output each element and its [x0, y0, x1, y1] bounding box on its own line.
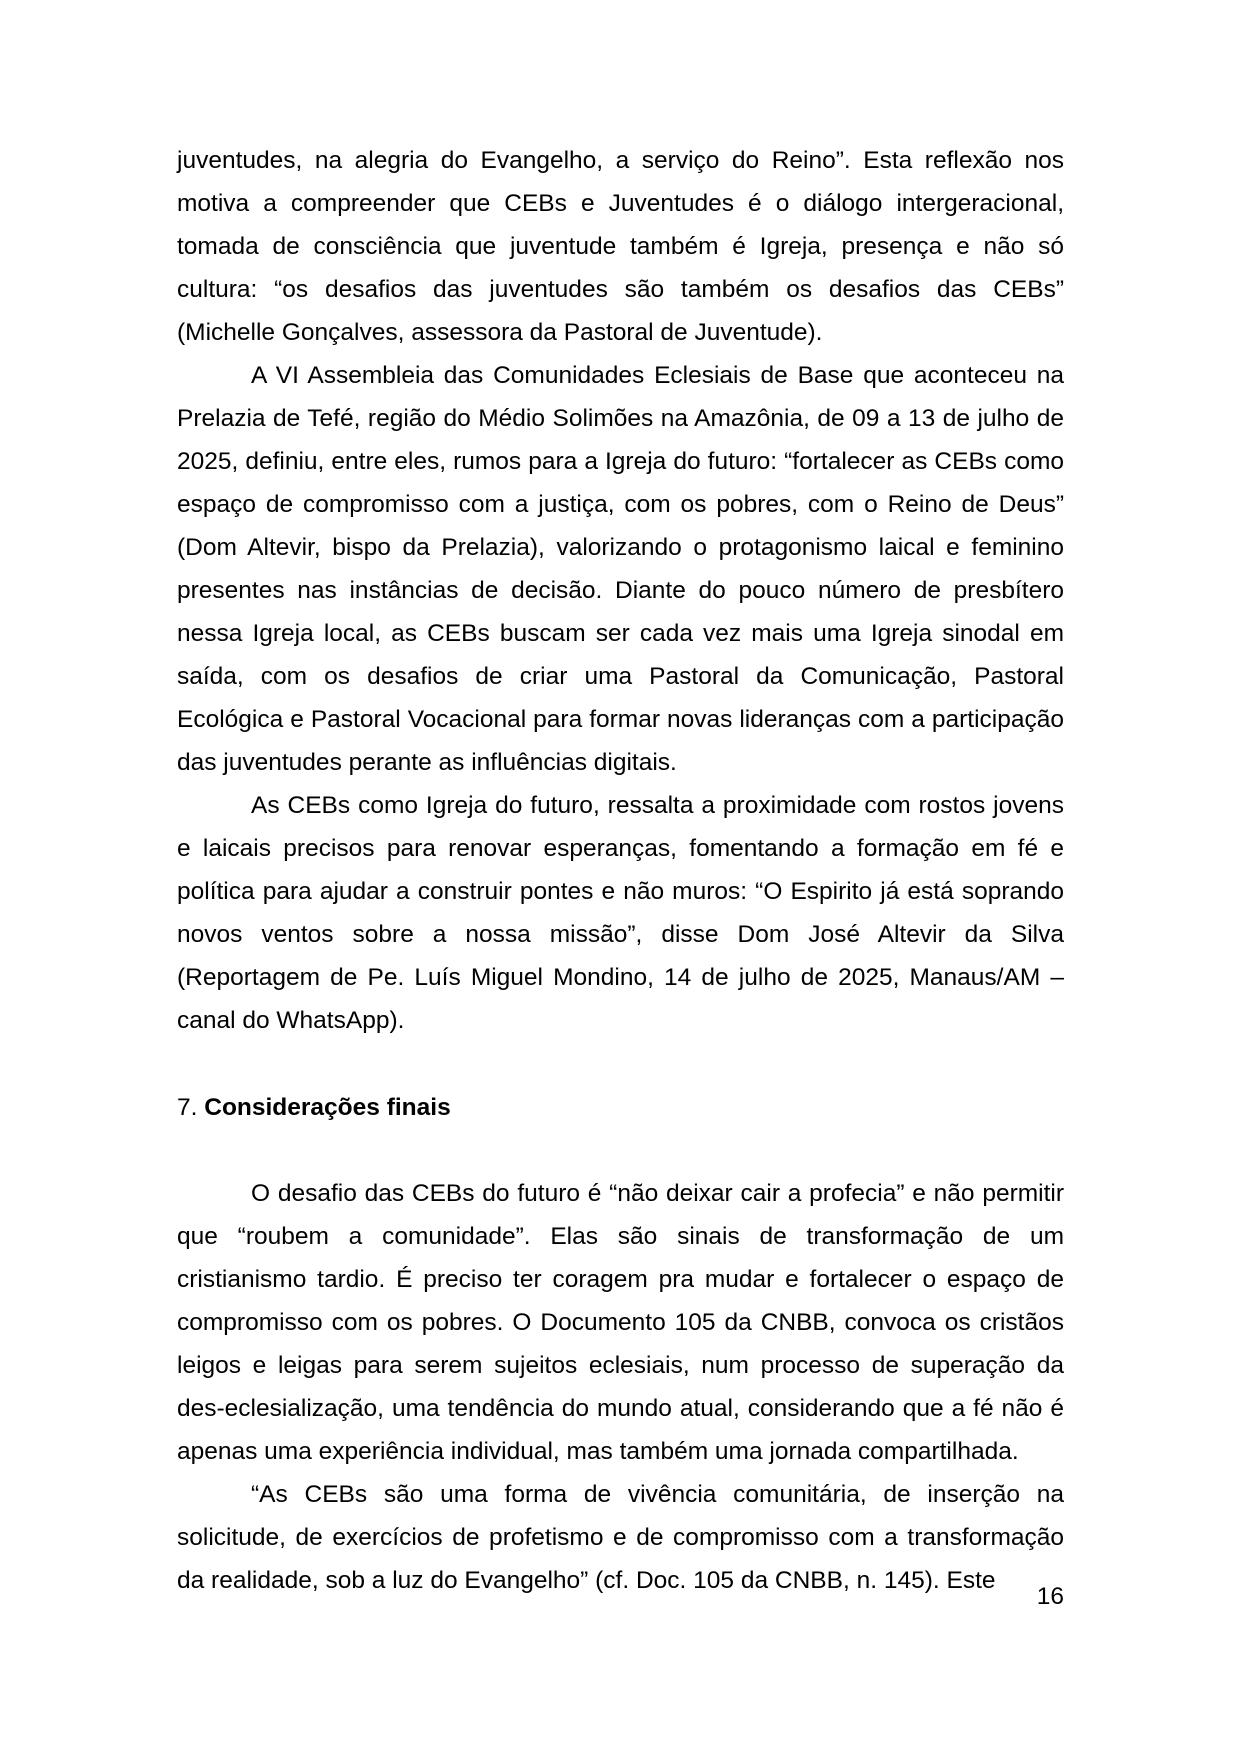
- paragraph-4: O desafio das CEBs do futuro é “não deixar cair a profecia” e não permitir que “roubem a comunidade”. Elas são sinais de transformação de um cristianismo tardio. É preciso ter coragem pra mudar e fortalecer o espaço de compromisso com os pobres. O Documento 105 da CNBB, convoca os cristãos leigos e leigas para serem sujeitos eclesiais, num processo de superação da des-eclesialização, uma tendência do mundo atual, considerando que a fé não é apenas uma experiência individual, mas também uma jornada compartilhada.: [177, 1180, 1064, 1465]
- paragraph-2: A VI Assembleia das Comunidades Eclesiais de Base que aconteceu na Prelazia de Tefé, região do Médio Solimões na Amazônia, de 09 a 13 de julho de 2025, definiu, entre eles, rumos para a Igreja do futuro: “fortalecer as CEBs como espaço de compromisso com a justiça, com os pobres, com o Reino de Deus” (Dom Altevir, bispo da Prelazia), valorizando o protagonismo laical e feminino presentes nas instâncias de decisão. Diante do pouco número de presbítero nessa Igreja local, as CEBs buscam ser cada vez mais uma Igreja sinodal em saída, com os desafios de criar uma Pastoral da Comunicação, Pastoral Ecológica e Pastoral Vocacional para formar novas lideranças com a participação das juventudes perante as influências digitais.: [177, 362, 1064, 776]
- body-text-top: [177, 139, 1064, 1042]
- body-text-bottom: [177, 1172, 1064, 1602]
- paragraph-1: juventudes, na alegria do Evangelho, a serviço do Reino”. Esta reflexão nos motiva a compreender que CEBs e Juventudes é o diálogo intergeracional, tomada de consciência que juventude também é Igreja, presença e não só cultura: “os desafios das juventudes são também os desafios das CEBs” (Michelle Gonçalves, assessora da Pastoral de Juventude).: [177, 147, 1064, 346]
- section-heading: [177, 1086, 451, 1129]
- section-title: Considerações finais: [204, 1094, 451, 1121]
- paragraph-3: As CEBs como Igreja do futuro, ressalta a proximidade com rostos jovens e laicais precisos para renovar esperanças, fomentando a formação em fé e política para ajudar a construir pontes e não muros: “O Espirito já está soprando novos ventos sobre a nossa missão”, disse Dom José Altevir da Silva (Reportagem de Pe. Luís Miguel Mondino, 14 de julho de 2025, Manaus/AM – canal do WhatsApp).: [177, 792, 1064, 1034]
- page-number: 16: [1036, 1583, 1064, 1610]
- paragraph-5: “As CEBs são uma forma de vivência comunitária, de inserção na solicitude, de exercícios de profetismo e de compromisso com a transformação da realidade, sob a luz do Evangelho” (cf. Doc. 105 da CNBB, n. 145). Este: [177, 1481, 1064, 1594]
- section-number: 7.: [177, 1094, 198, 1121]
